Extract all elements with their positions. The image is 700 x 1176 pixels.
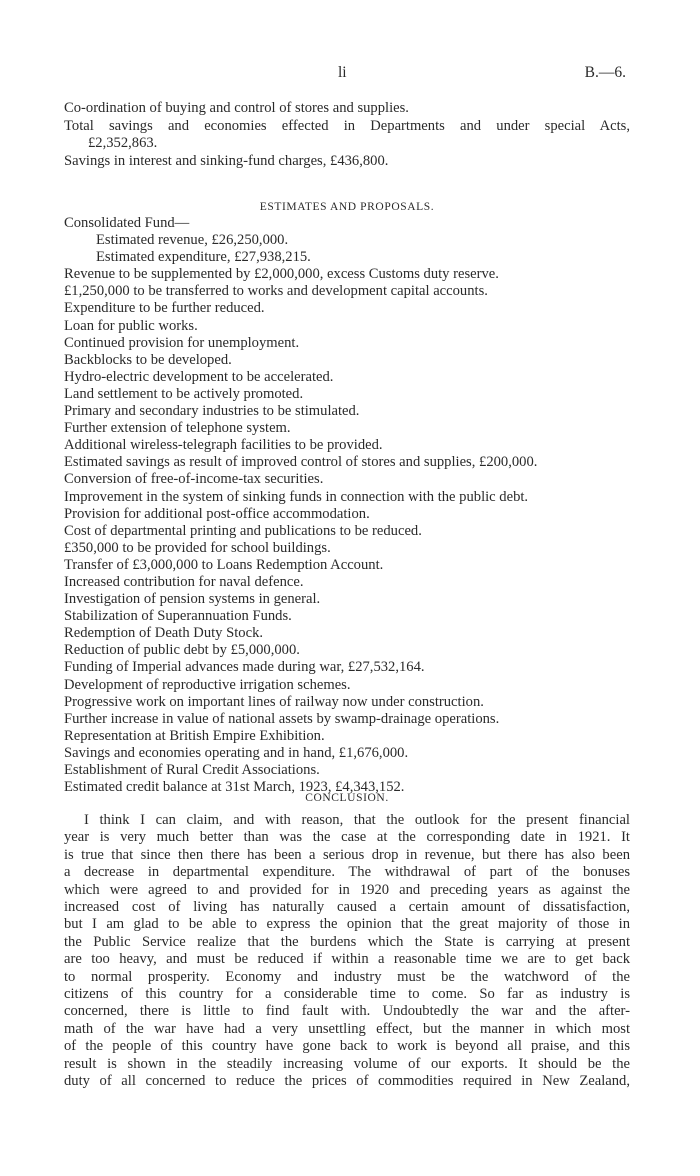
list-item: Primary and secondary industries to be stimulated. [64, 403, 360, 420]
list-item: Expenditure to be further reduced. [64, 300, 265, 317]
list-item: Revenue to be supplemented by £2,000,000, excess Customs duty reserve. [64, 266, 499, 283]
list-item: Land settlement to be actively promoted. [64, 385, 304, 402]
fund-label: Consolidated Fund— [64, 215, 190, 231]
list-item: £350,000 to be provided for school buildings. [64, 539, 331, 556]
list-item: Estimated credit balance at 31st March, 1923, £4,343,152. [64, 779, 405, 796]
section-heading: ESTIMATES AND PROPOSALS. [259, 201, 435, 213]
paragraph-line: are too heavy, and must be reduced if within a reasonable time we are to get back [64, 951, 630, 968]
list-item: Investigation of pension systems in general. [64, 591, 321, 608]
list-item: Estimated revenue, £26,250,000. [96, 232, 289, 249]
list-item: Funding of Imperial advances made during war, £27,532,164. [64, 659, 425, 676]
list-item: Estimated expenditure, £27,938,215. [96, 249, 311, 266]
list-item: Hydro-electric development to be accelerated. [64, 368, 334, 385]
list-item: Development of reproductive irrigation schemes. [64, 676, 351, 693]
list-item: Savings and economies operating and in hand, £1,676,000. [64, 744, 409, 761]
paragraph-line: of the people of this country have gone back to work is beyond all praise, and this [64, 1038, 630, 1055]
paragraph-line: increased cost of living has naturally caused a certain amount of dissatisfaction, [64, 899, 630, 916]
section-heading: CONCLUSION. [305, 792, 389, 804]
list-item: Conversion of free-of-income-tax securities. [64, 471, 324, 488]
list-item: Reduction of public debt by £5,000,000. [64, 642, 300, 659]
page-header [0, 64, 700, 86]
list-item: Provision for additional post-office accommodation. [64, 505, 370, 522]
list-item: Progressive work on important lines of railway now under construction. [64, 693, 484, 710]
paragraph-line: the Public Service realize that the burdens which the State is carrying at present [64, 933, 630, 950]
list-item: Estimated savings as result of improved control of stores and supplies, £200,000. [64, 454, 538, 471]
paragraph-line: which were agreed to and provided for in 1920 and preceding years as against the [64, 881, 630, 898]
list-item: Redemption of Death Duty Stock. [64, 625, 264, 642]
paragraph-line: is true that since then there has been a serious drop in revenue, but there has also been [64, 846, 630, 863]
list-item: Co-ordination of buying and control of stores and supplies. [64, 100, 409, 116]
estimates-list [64, 215, 630, 796]
list-item-continuation: £2,352,863. [88, 135, 158, 151]
list-item: Cost of departmental printing and publications to be reduced. [64, 522, 422, 539]
list-item: Establishment of Rural Credit Associations. [64, 762, 320, 778]
paragraph-line: I think I can claim, and with reason, that the outlook for the present financial [84, 812, 630, 828]
list-item: Further increase in value of national assets by swamp-drainage operations. [64, 710, 500, 727]
conclusion-paragraph [64, 812, 630, 1091]
list-item: Total savings and economies effected in Departments and under special Acts, [64, 117, 630, 134]
list-item: Further extension of telephone system. [64, 420, 291, 437]
paragraph-line: concerned, there is little to find fault with. Undoubtedly the war and the after- [64, 1003, 630, 1020]
paragraph-line: math of the war have had a very unsettling effect, but the manner in which most [64, 1020, 630, 1037]
list-item: Savings in interest and sinking-fund charges, £436,800. [64, 152, 389, 169]
list-item: Additional wireless-telegraph facilities to be provided. [64, 437, 383, 454]
paragraph-line: year is very much better than was the case at the corresponding date in 1921. It [64, 829, 630, 846]
list-item: Representation at British Empire Exhibition. [64, 727, 325, 744]
paragraph-line: but I am glad to be able to express the opinion that the great majority of those in [64, 916, 630, 933]
list-item: Transfer of £3,000,000 to Loans Redemption Account. [64, 556, 384, 573]
list-item: Loan for public works. [64, 317, 198, 334]
intro-list [64, 100, 630, 170]
estimates-section [64, 199, 630, 796]
list-item: Improvement in the system of sinking funds in connection with the public debt. [64, 488, 529, 505]
list-item: Continued provision for unemployment. [64, 334, 300, 351]
paragraph-line: a decrease in departmental expenditure. The withdrawal of part of the bonuses [64, 864, 630, 881]
paragraph-line: to normal prosperity. Economy and industry must be the watchword of the [64, 968, 630, 985]
list-item: Increased contribution for naval defence. [64, 573, 304, 590]
list-item: £1,250,000 to be transferred to works and development capital accounts. [64, 283, 488, 300]
paragraph-line: result is shown in the steadily increasing volume of our exports. It should be the [64, 1055, 630, 1072]
paragraph-line: duty of all concerned to reduce the prices of commodities required in New Zealand, [64, 1073, 630, 1090]
conclusion-section [64, 790, 630, 1091]
paragraph-line: citizens of this country for a considerable time to come. So far as industry is [64, 986, 630, 1003]
document-reference: B.—6. [584, 64, 626, 81]
list-item: Backblocks to be developed. [64, 351, 232, 368]
list-item: Stabilization of Superannuation Funds. [64, 608, 292, 625]
page-number: li [338, 64, 347, 81]
